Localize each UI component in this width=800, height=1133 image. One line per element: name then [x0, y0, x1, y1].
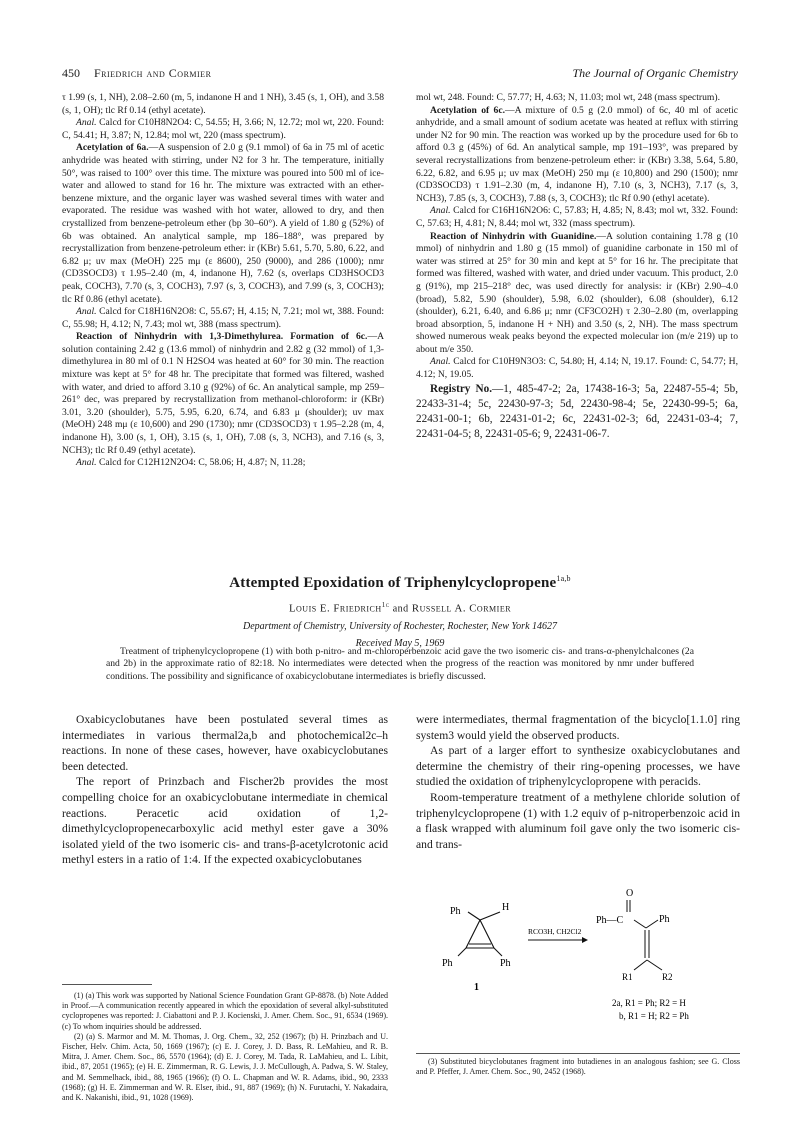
analysis-text: Calcd for C12H12N2O4: C, 58.06; H, 4.87; N, 11.28;: [98, 457, 306, 469]
phenyl-label: Ph: [659, 914, 670, 925]
phenyl-label: Ph: [450, 906, 461, 917]
body-paragraph: Room-temperature treatment of a methylene chloride solution of triphenylcyclopropene (1) with 1.2 equiv of p-nitroperbenzoic acid in a flask wrapped with aluminum foil gave only the two isomeric cis- and trans-: [416, 790, 740, 851]
registry-text: —1, 485-47-2; 2a, 17438-16-3; 5a, 22487-55-4; 5b, 22433-31-4; 5c, 22430-97-3; 5d, 22430-98-4; 5e, 22430-99-5; 6a, 22431-00-1; 6b, 22431-01-2; 6c, 22431-02-3; 6d, 22431-03-4; 7, 22431-04-5; 8, 22431-05-6; 9, 22431-06-7.: [416, 382, 739, 440]
experimental-left-column: [62, 92, 384, 470]
body-paragraph: As part of a larger effort to synthesize oxabicyclobutanes and determine the chemistry of their ring-opening processes, we have studied the oxidation of triphenylcyclopropene with peracids.: [416, 744, 740, 789]
procedure-text: —A suspension of 2.0 g (9.1 mmol) of 6a in 75 ml of acetic anhydride was heated with stirring, under N2 for 3 hr. The temperature, initially 50°, was raised to 100° over this time. The mixture was poured into 500 ml of ice-water and allowed to stand for 16 hr. The mixture was extracted with an ether-benzene mixture, and the organic layer was washed several times with water and evaporated. The residue was washed with hot water, allowed to dry, and then crystallized from benzene-petroleum ether (bp 30–60°). A yield of 1.80 g (52%) of 6b was obtained. An analytical sample, mp 186–188°, was prepared by recrystallization from benzene-petroleum ether: ir (KBr) 5.61, 5.70, 5.80, 6.22, and 6.82 μ; uv max (MeOH) 225 mμ (ε 8600), 250 (9000), and 286 (1000); nmr (CD3SOCD3) τ 1.95–2.40 (m, 4, indanone H), 7.62 (s, overlaps CD3HSOCD3 peak, COCH3), 7.70 (s, 3, COCH3), 7.97 (s, 3, COCH3), and 7.99 (s, 3, COCH3); tlc Rf 0.86 (ethyl acetate).: [62, 142, 384, 305]
body-right-column: [416, 712, 740, 852]
compound-2b-label: b, R1 = H; R2 = Ph: [619, 1011, 689, 1021]
body-paragraph: Oxabicyclobutanes have been postulated several times as intermediates in various thermal2a,b and photochemical2c–h reactions. In none of these cases, however, have oxabicyclobutanes been detected.: [62, 713, 388, 773]
reaction-scheme: [416, 880, 740, 1050]
procedure-heading: Reaction of Ninhydrin with Guanidine.: [430, 230, 597, 242]
analysis-text: Calcd for C10H9N3O3: C, 54.80; H, 4.14; N, 19.17. Found: C, 54.77; H, 4.12; N, 19.05.: [416, 356, 739, 381]
body-left-column: [62, 712, 388, 868]
journal-name: The Journal of Organic Chemistry: [572, 66, 738, 80]
analysis-text: Calcd for C16H16N2O6: C, 57.83; H, 4.85; N, 8.43; mol wt, 332. Found: C, 57.63; H, 4.81; N, 8.44; mol wt, 332 (mass spectrum).: [416, 205, 739, 229]
footnote-rule: [416, 1053, 740, 1054]
anal-label: Anal.: [76, 457, 97, 469]
author-1: Louis E. Friedrich: [288, 602, 382, 615]
compound-2a-label: 2a, R1 = Ph; R2 = H: [612, 998, 686, 1008]
article-title: [62, 574, 738, 592]
analysis-paragraph: [62, 306, 384, 331]
procedure-text: —A solution containing 1.78 g (10 mmol) of ninhydrin and 1.80 g (15 mmol) of guanidine carbonate in 150 ml of water was stirred at 25° for 30 min and kept at 5° for 16 hr. The precipitate that formed was filtered, washed with water, and dried under vacuum. This product, 2.0 g (91%), mp 215–218° dec, was used directly for analysis: ir (KBr) 2.90–4.0 (broad), 5.82, 5.90 (shoulder), 5.98, 6.02 (shoulder), 6.08 (shoulder), 6.12 (shoulder), 6.21, 6.40, and 6.86 μ; nmr (CF3CO2H) τ 2.30–2.80 (m, overlapping broad absorption, 5, indanone H + NH) and 3.50 (s, 2, NH). The mass spectrum showed numerous weak peaks beyond the expected molecular ion (m/e 219) up to about m/e 350.: [416, 230, 738, 355]
compound-1-structure: [458, 912, 502, 956]
body-paragraph: The report of Prinzbach and Fischer2b provides the most compelling choice for an oxabicyclobutane intermediate in chemical reactions. Peracetic acid oxidation of 1,2-dimethylcyclopropenecarboxylic acid methyl ester gave a 30% isolated yield of the two isomeric cis- and trans-β-acetylcrotonic acid methyl esters in a ratio of 1:4. If the expected oxabicyclobutanes: [62, 775, 388, 867]
reagent-label: RCO3H, CH2Cl2: [528, 927, 582, 936]
paragraph: mol wt, 248. Found: C, 57.77; H, 4.63; N, 11.03; mol wt, 248 (mass spectrum).: [416, 92, 720, 103]
title-footnote-marker: 1a,b: [556, 574, 571, 583]
oxygen-label: O: [626, 888, 634, 899]
author-line: [62, 601, 738, 615]
page-number: 450: [62, 66, 80, 80]
footnotes-right: [416, 1057, 740, 1077]
procedure-text: —A mixture of 0.5 g (2.0 mmol) of 6c, 40 ml of acetic anhydride, and a small amount of sodium acetate was heated at reflux with stirring under N2 for 90 min. The reaction was worked up by the procedure used for 6b to afford 0.3 g (45%) of 6d. An analytical sample, mp 191–193°, was prepared by several recrystallizations from benzene-petroleum ether: ir (KBr) 3.38, 5.64, 5.80, 6.22, 6.82, and 6.95 μ; uv max (MeOH) 250 mμ (ε 10,800) and 290 (1500); nmr (CD3SOCD3) τ 1.91–2.30 (m, 4, indanone H), 7.10 (s, 3, NCH3), 7.17 (s, 3, NCH3), 7.85 (s, 3, COCH3), 7.88 (s, 3, COCH3); tlc Rf 0.90 (ethyl acetate).: [416, 104, 738, 204]
anal-label: Anal.: [76, 117, 97, 129]
received-date: Received May 5, 1969: [355, 637, 445, 649]
reaction-arrow: [528, 937, 588, 943]
phenyl-label: Ph: [500, 958, 511, 969]
procedure-paragraph: [62, 142, 384, 306]
department: Department of Chemistry, University of Rochester, Rochester, New York 14627: [242, 620, 558, 632]
running-head: [62, 66, 738, 82]
procedure-text: —A solution containing 2.42 g (13.6 mmol) of ninhydrin and 2.82 g (32 mmol) of 1,3-dimethylurea in 80 ml of 0.1 N H2SO4 was heated at 60° for 30 min. The reaction mixture was kept at 5° for 48 hr. The precipitate that formed was filtered, washed with water, and dried to afford 3.10 g (92%) of 6c. An analytical sample, mp 259–261° dec, was prepared by recrystallization from methanol-chloroform: ir (KBr) 3.01, 3.20 (shoulder), 5.75, 5.95, 6.20, 6.74, and 6.83 μ (shoulder); uv max (MeOH) 248 mμ (ε 10,600) and 290 (1730); nmr (CD3SOCD3) τ 1.95–2.28 (m, 4, indanone H), 3.00 (s, 1, OH), 3.15 (s, 1, OH), 7.08 (s, 3, NCH3), and 7.16 (s, 3, NCH3); tlc Rf 0.49 (ethyl acetate).: [62, 331, 384, 456]
analysis-text: Calcd for C18H16N2O8: C, 55.67; H, 4.15; N, 7.21; mol wt, 388. Found: C, 55.98; H, 4.12; N, 7.43; mol wt, 388 (mass spectrum).: [62, 306, 385, 330]
footnote-3: (3) Substituted bicyclobutanes fragment into butadienes in an analogous fashion; see G. Closs and P. Pfeffer, J. Amer. Chem. Soc., 90, 2452 (1968).: [416, 1057, 740, 1077]
footnote-2: (2) (a) S. Marmor and M. M. Thomas, J. Org. Chem., 32, 252 (1967); (b) H. Prinzbach and U. Fischer, Helv. Chim. Acta, 50, 1669 (1967); (c) E. J. Corey, J. D. Bass, R. LeMahieu, and R. B. Mitra, J. Amer. Chem. Soc., 86, 5570 (1964); (d) E. J. Corey, M. Tada, R. LaMahieu, and L. Libit, ibid., 87, 2051 (1965); (e) H. E. Zimmerman, R. G. Lewis, J. J. McCullough, A. Padwa, S. W. Staley, and M. Semmelhack, ibid., 88, 1965 (1966); (f) O. L. Chapman and W. R. Adams, ibid., 90, 2333 (1968); (g) H. E. Zimmerman and W. R. Elser, ibid., 91, 887 (1969); (h) N. Furutachi, Y. Nakadaira, and K. Nakanishi, ibid., 91, 1028 (1969).: [62, 1031, 388, 1103]
benzoyl-label: Ph—C: [596, 915, 624, 926]
procedure-paragraph: [416, 231, 738, 357]
procedure-paragraph: [62, 331, 384, 457]
title-text: Attempted Epoxidation of Triphenylcyclopropene: [229, 575, 557, 591]
analysis-text: Calcd for C10H8N2O4: C, 54.55; H, 3.66; N, 12.72; mol wt, 220. Found: C, 54.41; H, 3.87; N, 12.84; mol wt, 220 (mass spectrum).: [62, 117, 385, 141]
anal-label: Anal.: [430, 356, 451, 368]
procedure-paragraph: [416, 105, 738, 206]
author-2: Russell A. Cormier: [411, 602, 512, 615]
footnote-rule: [62, 984, 152, 985]
experimental-right-column: [416, 92, 738, 442]
author-conjunction: and: [392, 603, 409, 615]
procedure-heading: Acetylation of 6c.: [430, 104, 506, 116]
hydrogen-label: H: [502, 902, 510, 913]
registry-numbers: [416, 382, 738, 442]
body-paragraph: were intermediates, thermal fragmentation of the bicyclo[1.1.0] ring system3 would yield the observed products.: [416, 713, 740, 742]
analysis-paragraph: [62, 457, 384, 470]
r1-label: R1: [622, 972, 633, 982]
compound-number: 1: [474, 982, 479, 993]
article-header: [62, 574, 738, 649]
phenyl-label: Ph: [442, 958, 453, 969]
r2-label: R2: [662, 972, 673, 982]
analysis-paragraph: [416, 205, 738, 230]
author-1-footnote-marker: 1c: [381, 601, 390, 609]
analysis-paragraph: [62, 117, 384, 142]
footnote-1: (1) (a) This work was supported by National Science Foundation Grant GP-8878. (b) Note Added in Proof.—A communication recently appeared in which the epoxidation of several alkyl-substituted cyclopropenes was reported: J. Ciabattoni and P. J. Kocienski, J. Amer. Chem. Soc., 91, 6534 (1969). (c) To whom inquiries should be addressed.: [62, 991, 388, 1031]
paragraph: τ 1.99 (s, 1, NH), 2.08–2.60 (m, 5, indanone H and 1 NH), 3.45 (s, 1, OH), and 3.58 (s, 1, OH); tlc Rf 0.14 (ethyl acetate).: [62, 92, 385, 116]
running-head-authors: Friedrich and Cormier: [94, 66, 212, 80]
analysis-paragraph: [416, 356, 738, 381]
footnotes-left: [62, 991, 388, 1103]
anal-label: Anal.: [76, 306, 97, 318]
procedure-heading: Reaction of Ninhydrin with 1,3-Dimethylurea. Formation of 6c.: [76, 331, 368, 343]
abstract: Treatment of triphenylcyclopropene (1) with both p-nitro- and m-chloroperbenzoic acid gave the two isomeric cis- and trans-α-phenylchalcones (2a and 2b) in the approximate ratio of 82:18. No intermediates were detected when the progress of the reaction was monitored by nmr under buffered conditions. The possibility and significance of oxabicyclobutane intermediates is briefly discussed.: [106, 646, 694, 682]
procedure-heading: Acetylation of 6a.: [76, 142, 149, 154]
anal-label: Anal.: [430, 205, 451, 217]
registry-heading: Registry No.: [430, 382, 493, 395]
chalcone-structure: [627, 900, 662, 970]
